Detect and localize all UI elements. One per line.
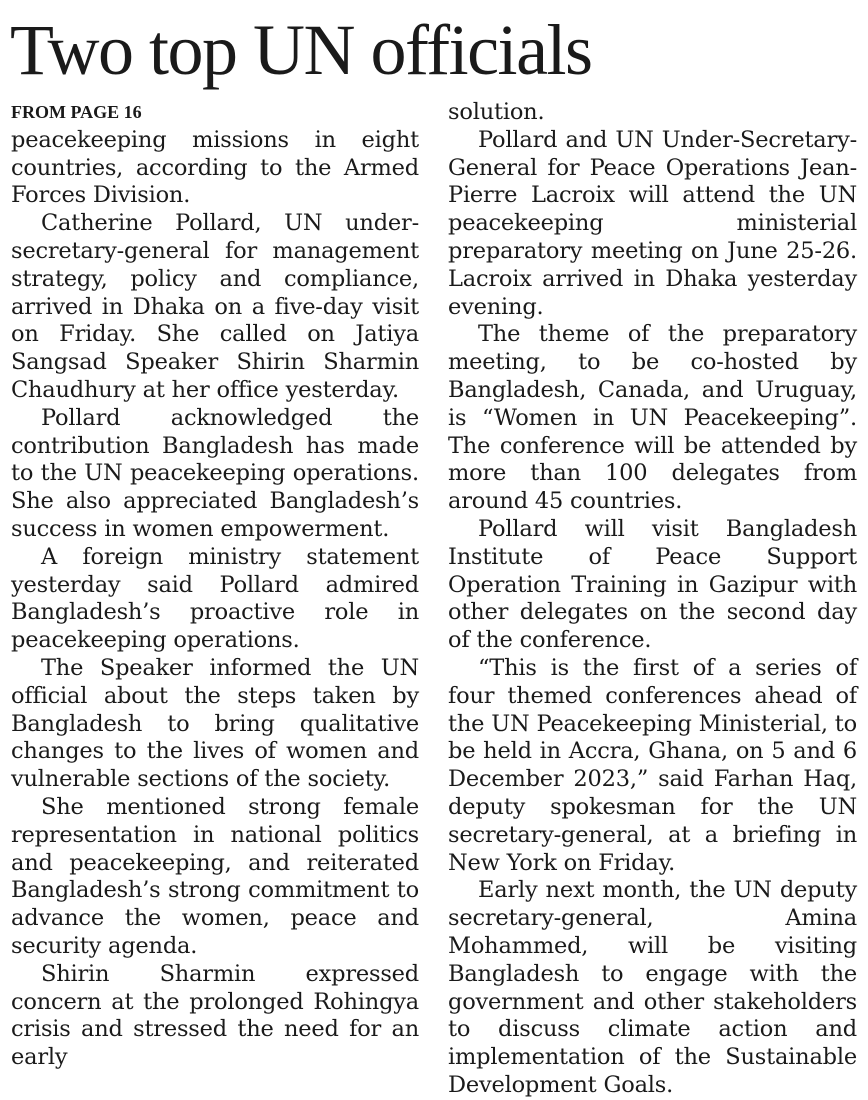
- paragraph: Early next month, the UN deputy secretary-general, Amina Mohammed, will be visiting Bangladesh to engage with the government and other stakeholders to discuss climate action and implementation of the Sustainable Development Goals.: [448, 877, 857, 1098]
- paragraph: The Speaker informed the UN official about the steps taken by Bangladesh to bring qualitative changes to the lives of women and vulnerable sections of the society.: [11, 654, 419, 793]
- paragraph: peacekeeping missions in eight countries, according to the Armed Forces Division.: [11, 126, 419, 209]
- continued-from-label: FROM PAGE 16: [11, 102, 142, 122]
- paragraph: She mentioned strong female representation in national politics and peacekeeping, and reiterated Bangladesh’s strong commitment to advance the women, peace and security agenda.: [11, 793, 419, 959]
- paragraph: Pollard acknowledged the contribution Bangladesh has made to the UN peacekeeping operations. She also appreciated Bangladesh’s success in women empowerment.: [11, 404, 419, 542]
- article-column-left: [11, 99, 419, 1072]
- paragraph: Catherine Pollard, UN under-secretary-general for management strategy, policy and compliance, arrived in Dhaka on a five-day visit on Friday. She called on Jatiya Sangsad Speaker Shirin Sharmin Chaudhury at her office yesterday.: [11, 210, 419, 403]
- paragraph-continued: solution.: [448, 99, 545, 125]
- paragraph: Pollard and UN Under-Secretary-General for Peace Operations Jean-Pierre Lacroix will attend the UN peacekeeping ministerial preparatory meeting on June 25-26. Lacroix arrived in Dhaka yesterday evening.: [448, 126, 857, 320]
- article-column-right: [448, 99, 857, 1100]
- paragraph: The theme of the preparatory meeting, to be co-hosted by Bangladesh, Canada, and Uruguay, is “Women in UN Peacekeeping”. The conference will be attended by more than 100 delegates from around 45 countries.: [448, 321, 857, 515]
- paragraph: Shirin Sharmin expressed concern at the prolonged Rohingya crisis and stressed the need for an early: [11, 960, 419, 1071]
- paragraph: A foreign ministry statement yesterday said Pollard admired Bangladesh’s proactive role in peacekeeping operations.: [11, 543, 419, 654]
- paragraph: “This is the first of a series of four themed conferences ahead of the UN Peacekeeping Ministerial, to be held in Accra, Ghana, on 5 and 6 December 2023,” said Farhan Haq, deputy spokesman for the UN secretary-general, at a briefing in New York on Friday.: [448, 654, 857, 876]
- paragraph: Pollard will visit Bangladesh Institute of Peace Support Operation Training in Gazipur with other delegates on the second day of the conference.: [448, 515, 857, 654]
- headline: Two top UN officials: [10, 10, 592, 90]
